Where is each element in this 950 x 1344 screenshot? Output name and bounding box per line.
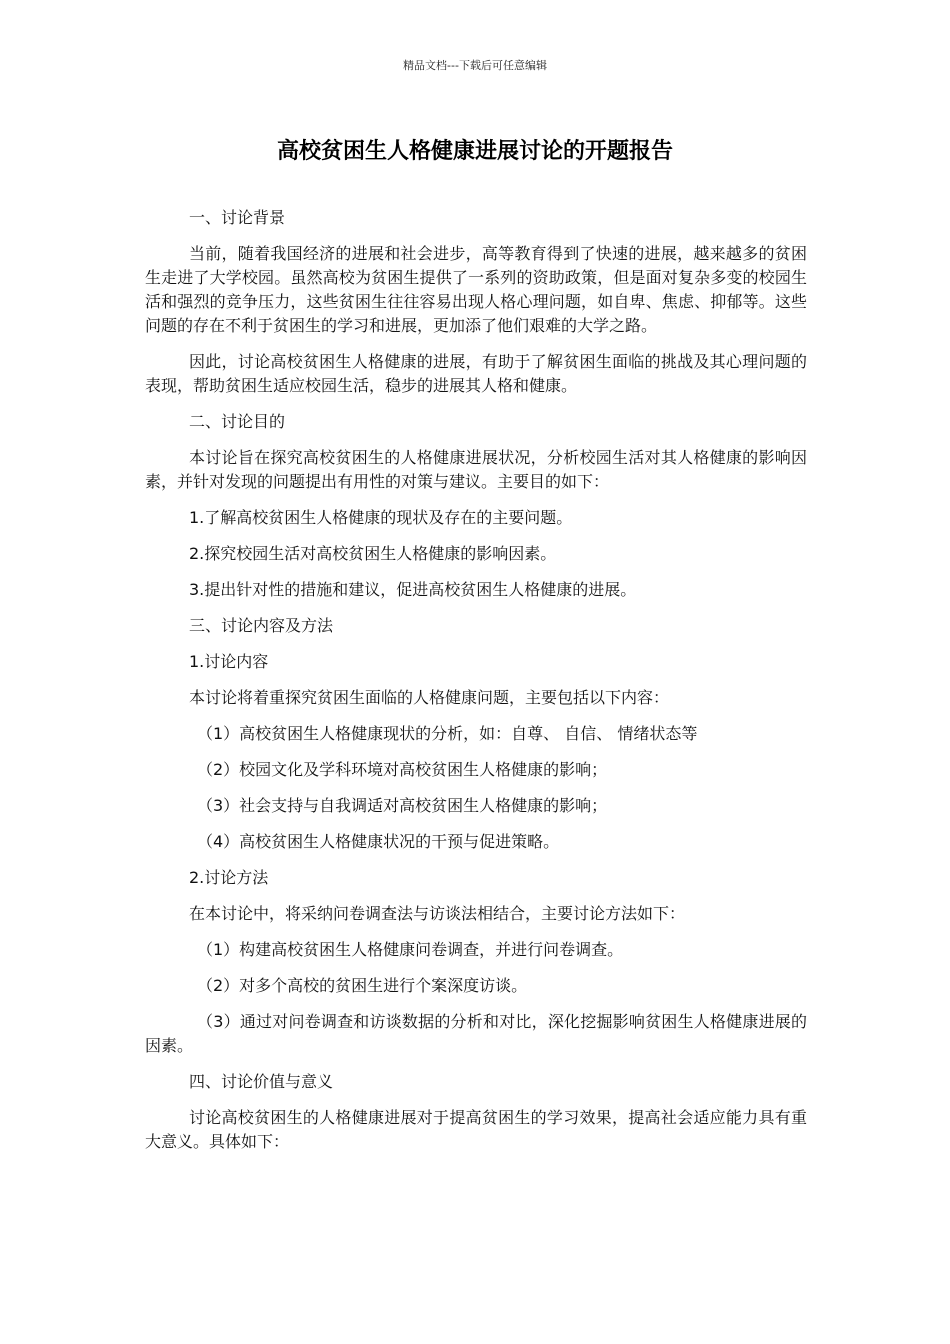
purpose-item-1: 1.了解高校贫困生人格健康的现状及存在的主要问题。 xyxy=(189,508,573,527)
content-item-3: （3）社会支持与自我调适对高校贫困生人格健康的影响； xyxy=(197,796,608,815)
purpose-item-3: 3.提出针对性的措施和建议，促进高校贫困生人格健康的进展。 xyxy=(189,580,637,599)
header-note: 精品文档---下载后可任意编辑 xyxy=(403,59,547,72)
section-heading-purpose: 二、讨论目的 xyxy=(189,412,286,431)
method-item-2: （2）对多个高校的贫困生进行个案深度访谈。 xyxy=(197,976,528,995)
paragraph-background-2: 因此，讨论高校贫困生人格健康的进展，有助于了解贫困生面临的挑战及其心理问题的表现，帮助贫困生适应校园生活，稳步的进展其人格和健康。 xyxy=(145,352,807,395)
document-body xyxy=(145,206,807,1166)
paragraph-value: 讨论高校贫困生的人格健康进展对于提高贫困生的学习效果，提高社会适应能力具有重大意义。具体如下： xyxy=(145,1108,807,1151)
content-item-1: （1）高校贫困生人格健康现状的分析，如：自尊、 自信、 情绪状态等 xyxy=(197,724,698,743)
paragraph-background-1: 当前，随着我国经济的进展和社会进步，高等教育得到了快速的进展，越来越多的贫困生走进了大学校园。虽然高校为贫困生提供了一系列的资助政策，但是面对复杂多变的校园生活和强烈的竞争压力，这些贫困生往往容易出现人格心理问题，如自卑、焦虑、抑郁等。这些问题的存在不利于贫困生的学习和进展，更加添了他们艰难的大学之路。 xyxy=(145,244,807,335)
section-heading-background: 一、讨论背景 xyxy=(189,208,286,227)
paragraph-method-intro: 在本讨论中，将采纳问卷调查法与访谈法相结合，主要讨论方法如下： xyxy=(189,904,686,923)
paragraph-content-intro: 本讨论将着重探究贫困生面临的人格健康问题，主要包括以下内容： xyxy=(189,688,670,707)
method-item-3: （3）通过对问卷调查和访谈数据的分析和对比，深化挖掘影响贫困生人格健康进展的因素。 xyxy=(145,1012,807,1055)
method-item-1: （1）构建高校贫困生人格健康问卷调查，并进行问卷调查。 xyxy=(197,940,624,959)
paragraph-purpose-intro: 本讨论旨在探究高校贫困生的人格健康进展状况，分析校园生活对其人格健康的影响因素，并针对发现的问题提出有用性的对策与建议。主要目的如下： xyxy=(145,448,807,491)
subheading-method: 2.讨论方法 xyxy=(189,868,269,887)
document-title: 高校贫困生人格健康进展讨论的开题报告 xyxy=(276,139,673,164)
purpose-item-2: 2.探究校园生活对高校贫困生人格健康的影响因素。 xyxy=(189,544,557,563)
content-item-4: （4）高校贫困生人格健康状况的干预与促进策略。 xyxy=(197,832,560,851)
section-heading-content-method: 三、讨论内容及方法 xyxy=(189,616,334,635)
subheading-content: 1.讨论内容 xyxy=(189,652,269,671)
content-item-2: （2）校园文化及学科环境对高校贫困生人格健康的影响； xyxy=(197,760,608,779)
section-heading-value: 四、讨论价值与意义 xyxy=(189,1072,334,1091)
